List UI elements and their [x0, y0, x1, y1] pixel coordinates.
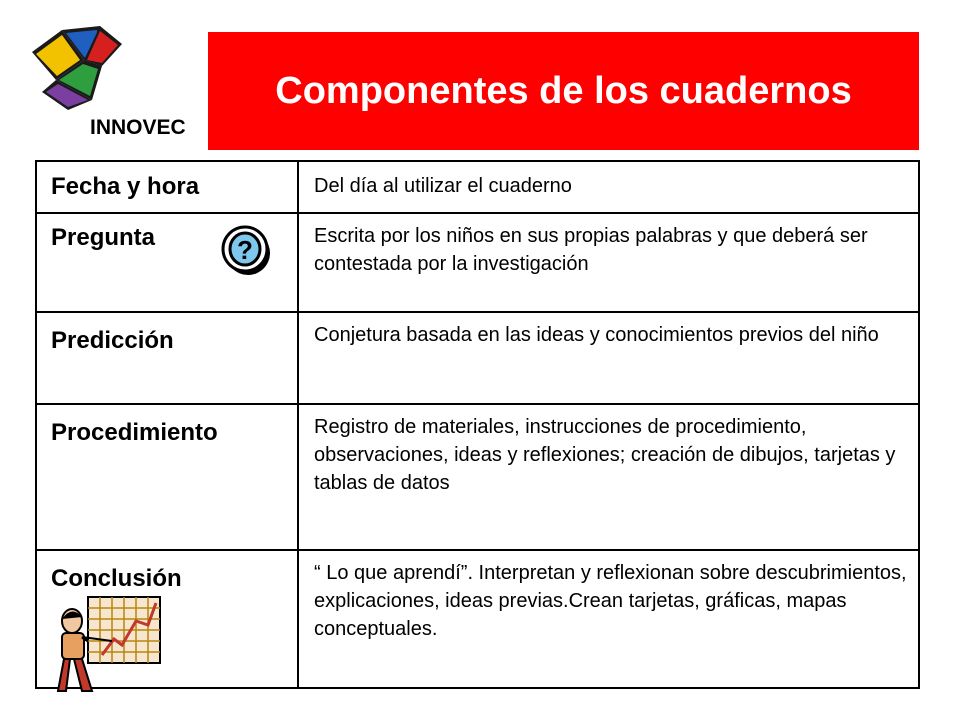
label-cell	[36, 213, 298, 312]
table-row	[36, 550, 919, 688]
description-cell	[298, 312, 919, 404]
logo-text: INNOVEC	[90, 116, 186, 139]
row-label: Predicción	[51, 327, 174, 354]
row-description: Conjetura basada en las ideas y conocimientos previos del niño	[314, 324, 879, 346]
row-description: Del día al utilizar el cuaderno	[314, 175, 572, 197]
table-row	[36, 161, 919, 213]
description-cell	[298, 161, 919, 213]
row-label: Fecha y hora	[51, 173, 200, 200]
row-description: Registro de materiales, instrucciones de procedimiento, observaciones, ideas y reflexiones; creación de dibujos, tarjetas y tablas de datos	[314, 416, 896, 494]
question-mark-icon	[220, 222, 272, 283]
innovec-logo	[22, 22, 186, 139]
description-cell	[298, 404, 919, 550]
label-cell	[36, 404, 298, 550]
description-cell	[298, 550, 919, 688]
table-row	[36, 312, 919, 404]
presenter-chart-icon	[52, 595, 164, 700]
page-title: Componentes de los cuadernos	[275, 69, 852, 112]
title-banner	[208, 32, 919, 150]
row-label: Pregunta	[51, 224, 156, 251]
table-row	[36, 404, 919, 550]
label-cell	[36, 161, 298, 213]
description-cell	[298, 213, 919, 312]
svg-text:?: ?	[237, 235, 253, 265]
row-description: Escrita por los niños en sus propias palabras y que deberá ser contestada por la investigación	[314, 225, 868, 275]
row-description: “ Lo que aprendí”. Interpretan y reflexionan sobre descubrimientos, explicaciones, ideas previas.Crean tarjetas, gráficas, mapas conceptuales.	[314, 562, 907, 640]
row-label: Conclusión	[51, 565, 182, 592]
table-row	[36, 213, 919, 312]
label-cell	[36, 312, 298, 404]
row-label: Procedimiento	[51, 419, 218, 446]
components-table	[35, 160, 920, 689]
